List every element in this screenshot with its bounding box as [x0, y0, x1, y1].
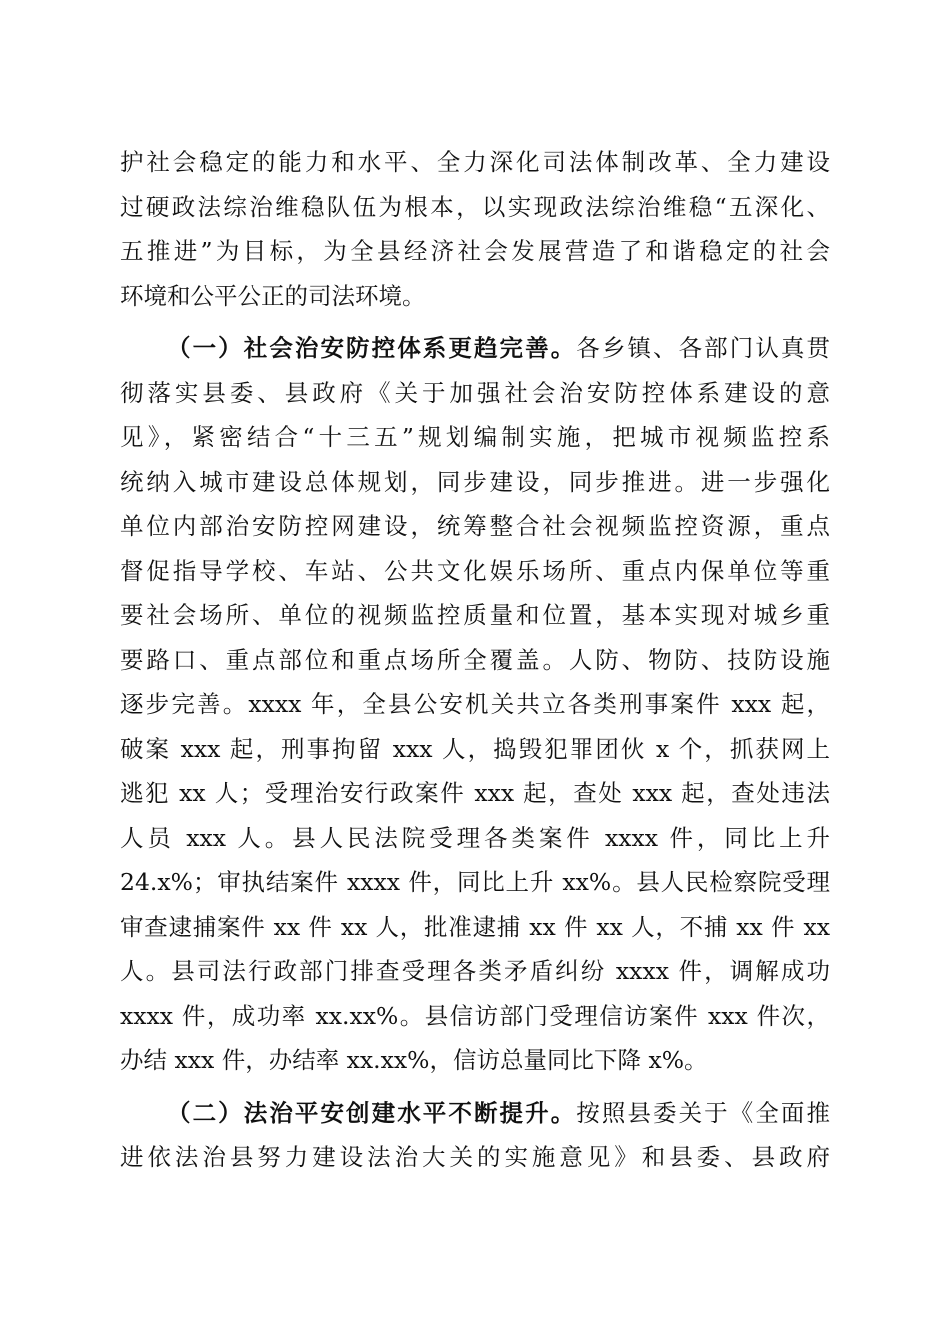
text-line: 过硬政法综治维稳队伍为根本，以实现政法综治维稳“五深化、 [120, 192, 830, 221]
text-line: 进依法治县努力建设法治大关的实施意见》和县委、县政府 [120, 1143, 830, 1171]
section-2-first-line [120, 1091, 830, 1136]
paragraph-section-1 [120, 326, 830, 1083]
section-1-heading: （一）社会治安防控体系更趋完善。 [167, 334, 577, 362]
paragraph-section-2 [120, 1091, 830, 1180]
text-line: 环境和公平公正的司法环境。 [120, 281, 426, 310]
text-line: 人。县司法行政部门排查受理各类矛盾纠纷 xxxx 件，调解成功 [120, 957, 830, 985]
text-line: 护社会稳定的能力和水平、全力深化司法体制改革、全力建设 [120, 148, 830, 176]
text-line: 要社会场所、单位的视频监控质量和位置，基本实现对城乡重 [120, 601, 830, 629]
text-line: 逐步完善。xxxx 年，全县公安机关共立各类刑事案件 xxx 起， [120, 690, 830, 718]
text-line: 办结 xxx 件，办结率 xx.xx%，信访总量同比下降 x%。 [120, 1046, 708, 1074]
text-line: 督促指导学校、车站、公共文化娱乐场所、重点内保单位等重 [120, 556, 830, 585]
section-2-heading: （二）法治平安创建水平不断提升。 [167, 1098, 577, 1127]
text-line: 破案 xxx 起，刑事拘留 xxx 人，捣毁犯罪团伙 x 个，抓获网上 [120, 734, 830, 763]
document-body [120, 140, 830, 1180]
text-line: 24.x%；审执结案件 xxxx 件，同比上升 xx%。县人民检察院受理 [120, 868, 830, 896]
text-line: 彻落实县委、县政府《关于加强社会治安防控体系建设的意 [120, 378, 830, 407]
text-line: 逃犯 xx 人；受理治安行政案件 xxx 起，查处 xxx 起，查处违法 [120, 779, 830, 807]
section-2-first-line-text: 按照县委关于《全面推 [576, 1098, 831, 1127]
text-line: 统纳入城市建设总体规划，同步建设，同步推进。进一步强化 [120, 467, 830, 496]
text-line: 人员 xxx 人。县人民法院受理各类案件 xxxx 件，同比上升 [120, 823, 830, 852]
text-line: 单位内部治安防控网建设，统筹整合社会视频监控资源，重点 [120, 512, 830, 540]
paragraph-intro [120, 140, 830, 318]
section-1-first-line [120, 326, 830, 371]
text-line: xxxx 件，成功率 xx.xx%。县信访部门受理信访案件 xxx 件次， [120, 1001, 830, 1030]
section-1-first-line-text: 各乡镇、各部门认真贯 [576, 334, 831, 362]
text-line: 要路口、重点部位和重点场所全覆盖。人防、物防、技防设施 [120, 645, 830, 674]
text-line: 审查逮捕案件 xx 件 xx 人，批准逮捕 xx 件 xx 人，不捕 xx 件 xx [120, 912, 830, 941]
text-line: 五推进”为目标，为全县经济社会发展营造了和谐稳定的社会 [120, 237, 830, 265]
text-line: 见》，紧密结合“十三五”规划编制实施，把城市视频监控系 [120, 423, 830, 451]
